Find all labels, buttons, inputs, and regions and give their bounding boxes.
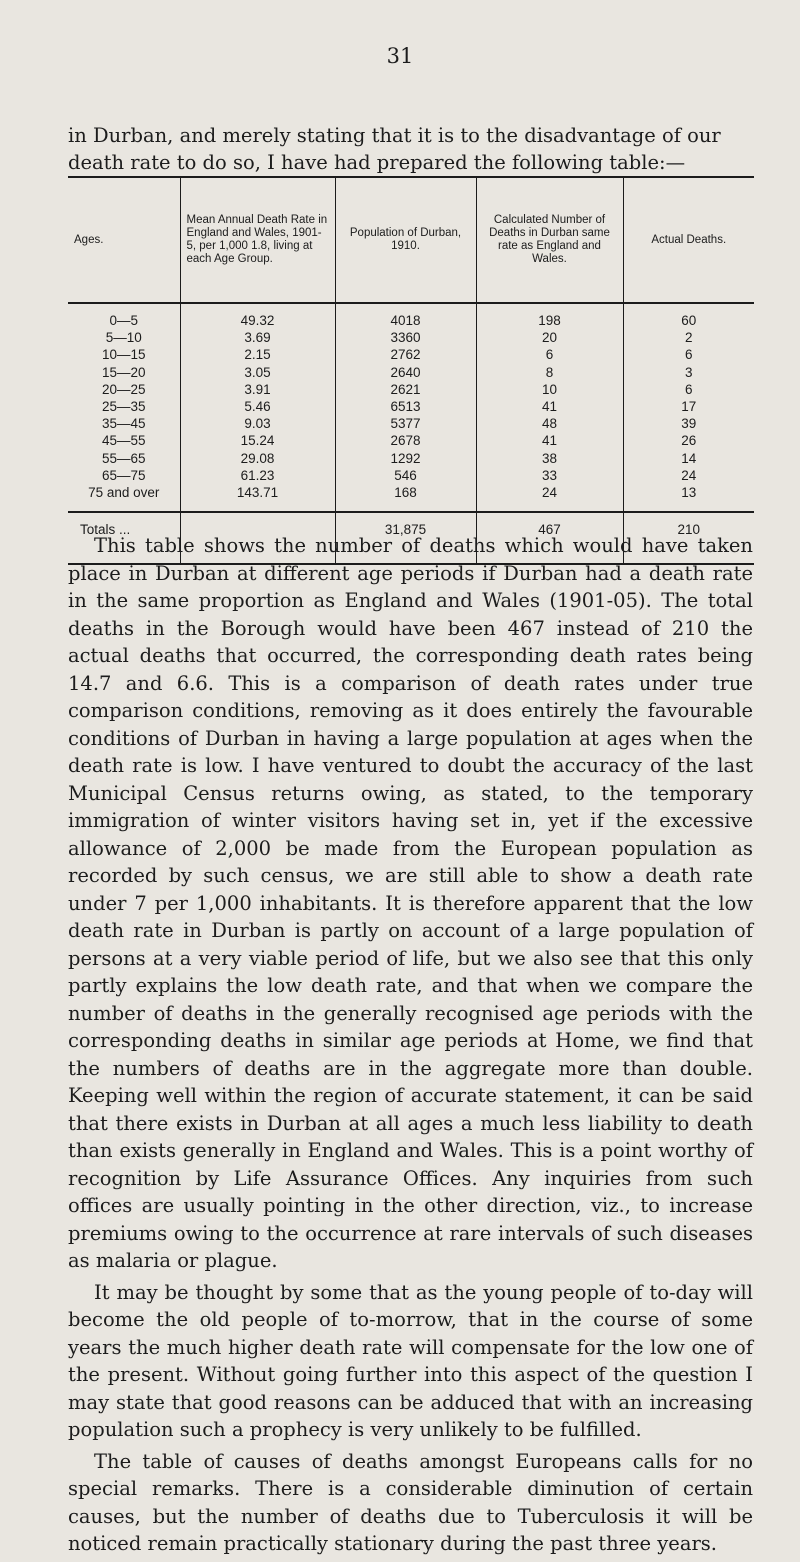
death-rate-table: [68, 176, 754, 565]
cell-rate: 9.03: [180, 415, 335, 432]
table-row: [68, 303, 754, 329]
table-row: [68, 450, 754, 467]
cell-calculated: 38: [476, 450, 623, 467]
cell-population: 6513: [335, 398, 476, 415]
cell-actual: 6: [623, 381, 754, 398]
cell-population: 4018: [335, 303, 476, 329]
cell-actual: 3: [623, 364, 754, 381]
table-row: [68, 415, 754, 432]
cell-actual: 2: [623, 329, 754, 346]
cell-calculated: 48: [476, 415, 623, 432]
cell-age: 65—75: [101, 467, 146, 483]
table-row: [68, 346, 754, 363]
table-row: [68, 329, 754, 346]
cell-age: 10—15: [101, 347, 146, 363]
cell-rate: 15.24: [180, 432, 335, 449]
cell-rate: 29.08: [180, 450, 335, 467]
cell-rate: 49.32: [180, 303, 335, 329]
page-number: 31: [386, 44, 414, 68]
cell-age: 35—45: [101, 416, 146, 432]
cell-population: 1292: [335, 450, 476, 467]
cell-calculated: 41: [476, 398, 623, 415]
cell-rate: 61.23: [180, 467, 335, 484]
cell-age: 20—25: [101, 381, 146, 397]
header-population: Population of Durban, 1910.: [335, 178, 476, 303]
cell-age: 45—55: [101, 433, 146, 449]
cell-rate: 143.71: [180, 484, 335, 512]
cell-rate: 2.15: [180, 346, 335, 363]
body-text: [68, 532, 753, 1562]
cell-age: 75 and over: [88, 484, 160, 500]
cell-population: 2621: [335, 381, 476, 398]
table: [68, 178, 754, 563]
cell-calculated: 24: [476, 484, 623, 512]
table-row: [68, 398, 754, 415]
cell-population: 5377: [335, 415, 476, 432]
totals-population: 31,875: [335, 512, 476, 563]
cell-calculated: 10: [476, 381, 623, 398]
cell-actual: 24: [623, 467, 754, 484]
cell-age: 0—5: [109, 313, 139, 329]
cell-rate: 3.91: [180, 381, 335, 398]
totals-label: Totals ...: [68, 512, 180, 563]
paragraph-2: It may be thought by some that as the young people of to-day will become the old people of to-morrow, that in the course of some years the much higher death rate will compensate for the low one of the present. Without going further into this aspect of the question I may state that good reasons can be adduced that with an increasing population such a prophecy is very unlikely to be fulfilled.: [68, 1280, 753, 1441]
totals-calculated: 467: [476, 512, 623, 563]
cell-actual: 39: [623, 415, 754, 432]
table-row: [68, 432, 754, 449]
header-rate: Mean Annual Death Rate in England and Wales, 1901-5, per 1,000 1.8, living at each Age Group.: [180, 178, 335, 303]
header-calculated: Calculated Number of Deaths in Durban same rate as England and Wales.: [476, 178, 623, 303]
table-header-row: [68, 178, 754, 303]
cell-actual: 26: [623, 432, 754, 449]
table-body: [68, 303, 754, 563]
cell-age: 5—10: [105, 330, 142, 346]
header-actual: Actual Deaths.: [623, 178, 754, 303]
cell-actual: 17: [623, 398, 754, 415]
intro-paragraph: in Durban, and merely stating that it is to the disadvantage of our death rate to do so, I have had prepared the following table:—: [68, 124, 721, 174]
table-row: [68, 467, 754, 484]
table-row: [68, 484, 754, 512]
cell-population: 2640: [335, 364, 476, 381]
cell-rate: 3.05: [180, 364, 335, 381]
cell-actual: 6: [623, 346, 754, 363]
cell-rate: 5.46: [180, 398, 335, 415]
totals-actual: 210: [623, 512, 754, 563]
cell-actual: 60: [623, 303, 754, 329]
table-row: [68, 364, 754, 381]
cell-calculated: 20: [476, 329, 623, 346]
header-ages: Ages.: [68, 178, 180, 303]
cell-population: 168: [335, 484, 476, 512]
cell-population: 546: [335, 467, 476, 484]
paragraph-3: The table of causes of deaths amongst Europeans calls for no special remarks. There is a considerable diminution of certain causes, but the number of deaths due to Tuberculosis it will be noticed remain practically stationary during the past three years.: [68, 1449, 753, 1555]
cell-population: 3360: [335, 329, 476, 346]
cell-calculated: 41: [476, 432, 623, 449]
cell-population: 2678: [335, 432, 476, 449]
cell-population: 2762: [335, 346, 476, 363]
cell-age: 15—20: [101, 364, 146, 380]
cell-age: 55—65: [101, 450, 146, 466]
cell-calculated: 8: [476, 364, 623, 381]
cell-actual: 14: [623, 450, 754, 467]
table-row: [68, 381, 754, 398]
cell-age: 25—35: [101, 399, 146, 415]
cell-calculated: 198: [476, 303, 623, 329]
cell-rate: 3.69: [180, 329, 335, 346]
cell-calculated: 6: [476, 346, 623, 363]
paragraph-1: This table shows the number of deaths which would have taken place in Durban at different age periods if Durban had a death rate in the same proportion as England and Wales (1901-05). The total deaths in the Borough would have been 467 instead of 210 the actual deaths that occurred, the corresponding death rates being 14.7 and 6.6. This is a comparison of death rates under true comparison conditions, removing as it does entirely the favourable conditions of Durban in having a large population at ages when the death rate is low. I have ventured to doubt the accuracy of the last Municipal Census returns owing, as stated, to the temporary immigration of winter visitors having set in, yet if the excessive allowance of 2,000 be made from the European population as recorded by such census, we are still able to show a death rate under 7 per 1,000 inhabitants. It is therefore apparent that the low death rate in Durban is partly on account of a large population of persons at a very viable period of life, but we also see that this only partly explains the low death rate, and that when we compare the number of deaths in the generally recognised age periods with the corresponding deaths in similar age periods at Home, we find that the numbers of deaths are in the aggregate more than double. Keeping well within the region of accurate statement, it can be said that there exists in Durban at all ages a much less liability to death than exists generally in England and Wales. This is a point worthy of recognition by Life Assurance Offices. Any inquiries from such offices are usually pointing in the other direction, viz., to increase premiums owing to the occurrence at rare intervals of such diseases as malaria or plague.: [68, 534, 753, 1272]
cell-actual: 13: [623, 484, 754, 512]
cell-calculated: 33: [476, 467, 623, 484]
